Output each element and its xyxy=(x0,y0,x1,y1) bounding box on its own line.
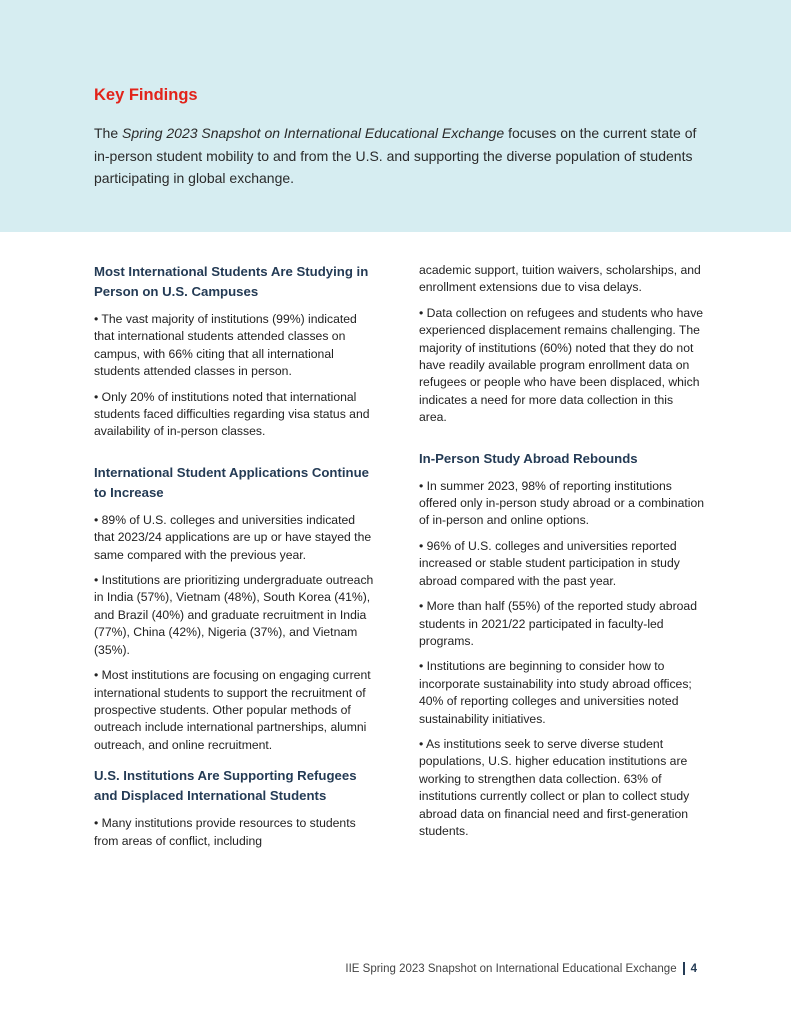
key-findings-banner xyxy=(0,0,791,232)
bullet-paragraph: • Most institutions are focusing on engaging current international students to support the recruitment of prospective students. Other popular methods of outreach include international partnerships, alumni outreach, and online recruitment. xyxy=(94,668,371,752)
page-footer xyxy=(345,962,697,975)
report-title: Spring 2023 Snapshot on International Educational Exchange xyxy=(122,125,505,141)
section-heading-study-abroad: In-Person Study Abroad Rebounds xyxy=(419,450,638,466)
intro-suffix: focuses on the current state of in-person student mobility to and from the U.S. and supporting the diverse population of students participating in global exchange. xyxy=(94,125,697,186)
bullet-paragraph: • Only 20% of institutions noted that international students faced difficulties regarding visa status and availability of in-person classes. xyxy=(94,389,370,439)
section-heading-refugees: U.S. Institutions Are Supporting Refugees and Displaced International Students xyxy=(94,768,357,804)
bullet-paragraph: • Institutions are prioritizing undergraduate outreach in India (57%), Vietnam (48%), South Korea (41%), and Brazil (40%) and graduate recruitment in India (77%), China (42%), Nigeria (37%), and Vietnam (35%). xyxy=(94,573,374,657)
left-column xyxy=(94,262,374,850)
bullet-paragraph: • Institutions are beginning to consider how to incorporate sustainability into study abroad offices; 40% of reporting colleges and universities noted sustainability initiatives. xyxy=(419,659,692,726)
bullet-paragraph: • 89% of U.S. colleges and universities indicated that 2023/24 applications are up or have stayed the same compared with the previous year. xyxy=(94,512,372,562)
footer-divider xyxy=(683,962,685,975)
continuation-paragraph: academic support, tuition waivers, scholarships, and enrollment extensions due to visa delays. xyxy=(419,263,701,295)
right-column xyxy=(419,262,704,840)
banner-intro xyxy=(94,122,714,190)
bullet-paragraph: • 96% of U.S. colleges and universities reported increased or stable student participation in study abroad compared with the past year. xyxy=(419,538,680,588)
bullet-paragraph: • More than half (55%) of the reported study abroad students in 2021/22 participated in faculty-led programs. xyxy=(419,599,697,648)
bullet-paragraph: • As institutions seek to serve diverse student populations, U.S. higher education institutions are working to strengthen data collection. 63% of institutions currently collect or plan to collect study abroad data on financial need and first-generation students. xyxy=(419,736,690,838)
bullet-paragraph: • Many institutions provide resources to students from areas of conflict, including xyxy=(94,816,356,848)
footer-text: IIE Spring 2023 Snapshot on International Educational Exchange xyxy=(345,962,677,975)
intro-prefix: The xyxy=(94,125,123,141)
section-heading-applications: International Student Applications Continue to Increase xyxy=(94,464,369,500)
bullet-paragraph: • The vast majority of institutions (99%) indicated that international students attended classes on campus, with 66% citing that all international students attended classes in person. xyxy=(94,312,357,379)
page-number: 4 xyxy=(690,962,697,975)
bullet-paragraph: • In summer 2023, 98% of reporting institutions offered only in-person study abroad or a combination of in-person and online options. xyxy=(419,478,705,528)
bullet-paragraph: • Data collection on refugees and students who have experienced displacement remains challenging. The majority of institutions (60%) noted that they do not have readily available program enrollment data on refugees or people who have been displaced, which indicates a need for more data collection in this area. xyxy=(419,305,704,425)
banner-title: Key Findings xyxy=(94,86,198,104)
section-heading-in-person: Most International Students Are Studying in Person on U.S. Campuses xyxy=(94,264,369,299)
